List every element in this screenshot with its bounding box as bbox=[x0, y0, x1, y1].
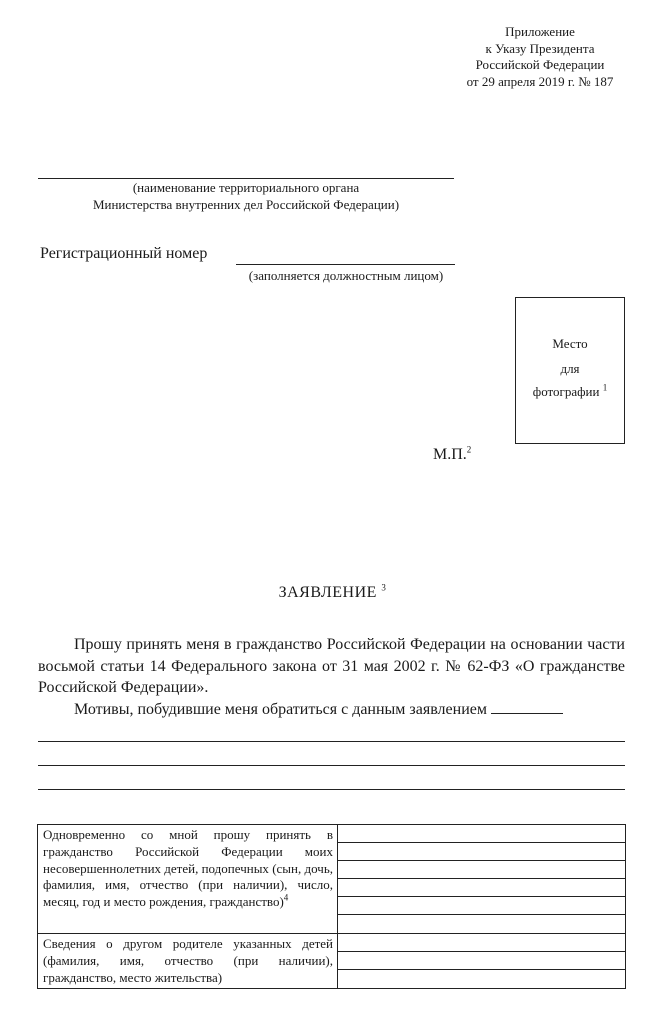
answer-line[interactable] bbox=[338, 934, 625, 952]
motives-field[interactable] bbox=[491, 713, 563, 714]
footnote-marker: 1 bbox=[602, 382, 608, 393]
answer-line[interactable] bbox=[338, 825, 625, 843]
document-title bbox=[0, 584, 665, 602]
other-parent-question-cell: Сведения о другом родителе указанных детей (фамилия, имя, отчество (при наличии), гражданство, место жительства) bbox=[38, 934, 338, 989]
footnote-marker: 3 bbox=[381, 582, 387, 593]
children-question-cell bbox=[38, 825, 338, 934]
motives-label: Мотивы, побудившие меня обратиться с данным заявлением bbox=[74, 700, 487, 718]
answer-line[interactable] bbox=[338, 952, 625, 970]
photo-label-text: фотографии bbox=[532, 384, 600, 399]
answer-line[interactable] bbox=[338, 879, 625, 897]
answer-line[interactable] bbox=[338, 897, 625, 915]
appendix-line-2: к Указу Президента bbox=[485, 40, 595, 56]
photo-label-line-3 bbox=[516, 384, 624, 400]
appendix-line-4: от 29 апреля 2019 г. № 187 bbox=[466, 73, 614, 89]
stamp-place bbox=[433, 446, 471, 464]
registration-number-field[interactable] bbox=[236, 264, 455, 265]
request-paragraph: Прошу принять меня в гражданство Российской Федерации на основании части восьмой статьи 14 Федерального закона от 31 мая 2002 г. № 62-ФЗ «О гражданстве Российской Федерации». bbox=[38, 636, 625, 696]
appendix-header bbox=[400, 24, 665, 90]
org-name-field[interactable] bbox=[38, 178, 454, 179]
other-parent-answer-cell[interactable] bbox=[338, 934, 626, 989]
appendix-line-1: Приложение bbox=[505, 24, 575, 39]
registration-caption: (заполняется должностным лицом) bbox=[248, 268, 444, 283]
answer-line[interactable] bbox=[338, 843, 625, 861]
org-caption-line-1: (наименование территориального органа bbox=[132, 180, 360, 195]
photo-placeholder bbox=[515, 297, 625, 444]
table-row bbox=[38, 934, 626, 989]
footnote-marker: 2 bbox=[466, 444, 472, 455]
children-info-table bbox=[37, 824, 626, 989]
children-answer-cell[interactable] bbox=[338, 825, 626, 934]
motives-line-1[interactable] bbox=[38, 741, 625, 742]
photo-label-line-2: для bbox=[560, 361, 580, 376]
motives-line-3[interactable] bbox=[38, 789, 625, 790]
answer-line[interactable] bbox=[338, 861, 625, 879]
org-caption bbox=[38, 180, 454, 213]
stamp-label: М.П. bbox=[433, 446, 467, 463]
answer-line[interactable] bbox=[338, 970, 625, 988]
title-text: ЗАЯВЛЕНИЕ bbox=[278, 584, 377, 601]
answer-line[interactable] bbox=[338, 915, 625, 933]
motives-line-2[interactable] bbox=[38, 765, 625, 766]
appendix-line-3: Российской Федерации bbox=[475, 57, 605, 72]
children-question-text: Одновременно со мной прошу принять в гражданство Российской Федерации моих несовершеннолетних детей, подопечных (сын, дочь, фамилия, имя, отчество (при наличии), число, месяц, год и место рождения, гражданство) bbox=[43, 827, 333, 910]
photo-label-line-1: Место bbox=[552, 336, 588, 351]
table-row bbox=[38, 825, 626, 934]
registration-label: Регистрационный номер bbox=[40, 245, 208, 262]
application-body bbox=[38, 634, 625, 720]
footnote-marker: 4 bbox=[283, 892, 289, 903]
motives-paragraph bbox=[38, 699, 625, 721]
org-caption-line-2: Министерства внутренних дел Российской Федерации) bbox=[92, 196, 400, 212]
